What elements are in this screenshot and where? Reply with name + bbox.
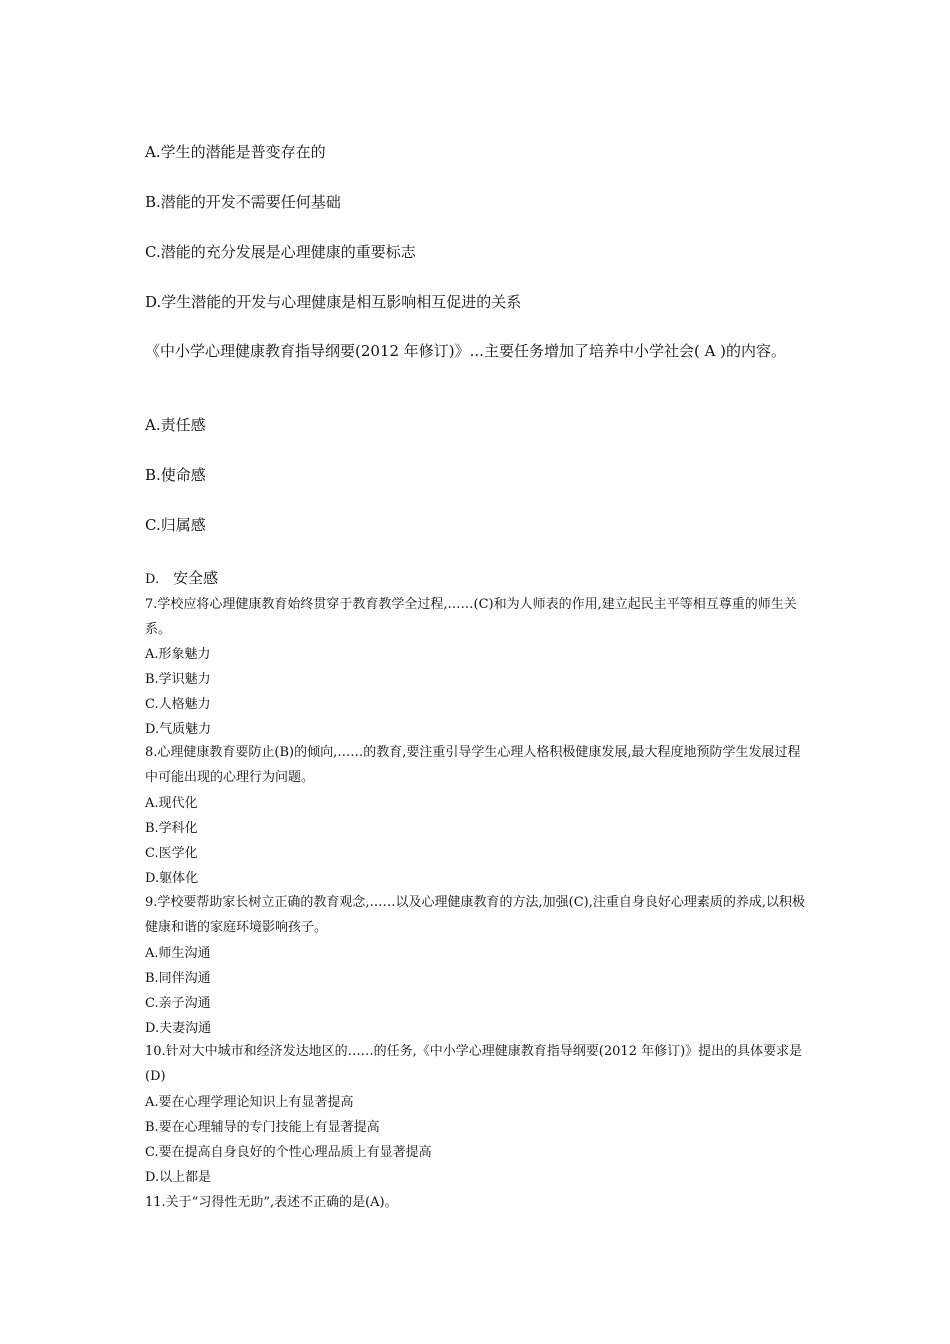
- option-d: D.学生潜能的开发与心理健康是相互影响相互促进的关系: [145, 293, 522, 311]
- option-a: A.现代化: [145, 796, 198, 811]
- option-d: [145, 567, 218, 588]
- option-a: A.师生沟通: [145, 946, 211, 961]
- option-d: D.夫妻沟通: [145, 1021, 212, 1036]
- option-c: C.医学化: [145, 846, 198, 861]
- option-a: A.要在心理学理论知识上有显著提高: [145, 1095, 354, 1110]
- option-b: B.要在心理辅导的专门技能上有显著提高: [145, 1120, 380, 1135]
- option-b: B.学识魅力: [145, 672, 211, 687]
- option-b: B.使命感: [145, 466, 206, 484]
- option-text: 安全感: [173, 569, 219, 587]
- option-a: A.形象魅力: [145, 647, 211, 662]
- option-letter: D.: [145, 572, 160, 587]
- question-text: 《中小学心理健康教育指导纲要(2012 年修订)》...主要任务增加了培养中小学社会( A )的内容。: [145, 342, 787, 360]
- question-text: 7.学校应将心理健康教育始终贯穿于教育教学全过程,……(C)和为人师表的作用,建立起民主平等相互尊重的师生关系。: [145, 597, 797, 637]
- option-d: D.躯体化: [145, 871, 199, 886]
- option-d: D.气质魅力: [145, 722, 212, 737]
- option-b: B.学科化: [145, 821, 198, 836]
- option-c: C.要在提高自身良好的个性心理品质上有显著提高: [145, 1145, 432, 1160]
- option-b: B.同伴沟通: [145, 971, 211, 986]
- option-c: C.归属感: [145, 516, 206, 534]
- option-c: C.亲子沟通: [145, 996, 211, 1011]
- option-c: C.人格魅力: [145, 697, 211, 712]
- question-text: 11.关于“习得性无助”,表述不正确的是(A)。: [145, 1195, 398, 1210]
- question-text: 9.学校要帮助家长树立正确的教育观念,……以及心理健康教育的方法,加强(C),注重自身良好心理素质的养成,以积极健康和谐的家庭环境影响孩子。: [145, 895, 806, 935]
- option-b: B.潜能的开发不需要任何基础: [145, 193, 341, 211]
- option-d: D.以上都是: [145, 1170, 212, 1185]
- question-text: 8.心理健康教育要防止(B)的倾向,……的教育,要注重引导学生心理人格积极健康发展,最大程度地预防学生发展过程中可能出现的心理行为问题。: [145, 745, 801, 785]
- option-c: C.潜能的充分发展是心理健康的重要标志: [145, 243, 416, 261]
- option-a: A.责任感: [145, 416, 206, 434]
- option-a: A.学生的潜能是普变存在的: [145, 143, 326, 161]
- question-text: 10.针对大中城市和经济发达地区的……的任务,《中小学心理健康教育指导纲要(2012 年修订)》提出的具体要求是(D): [145, 1044, 803, 1084]
